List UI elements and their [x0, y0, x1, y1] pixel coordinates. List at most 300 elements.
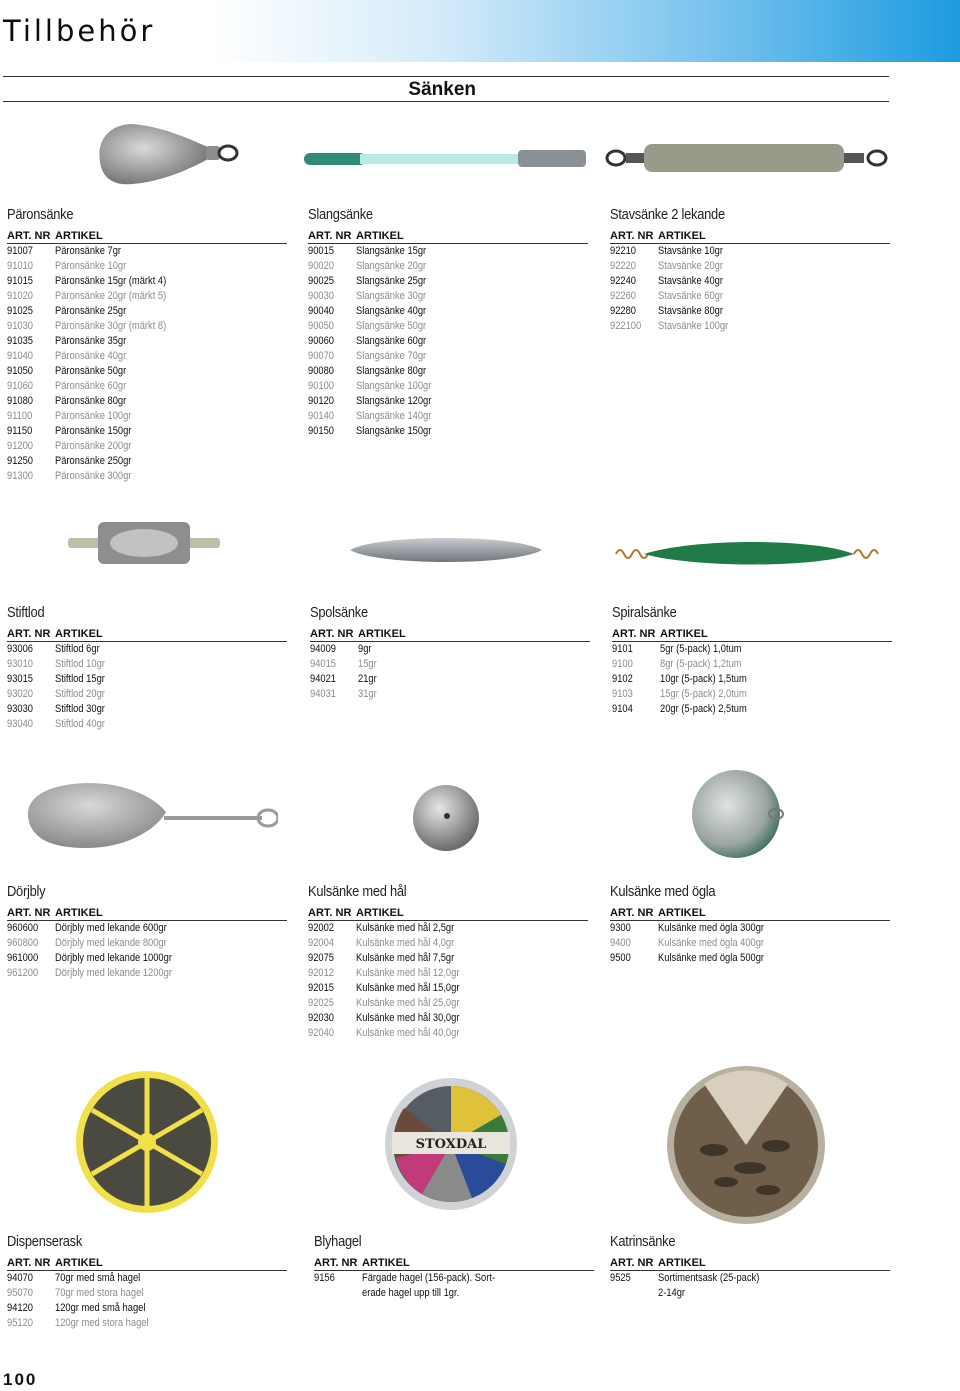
artikel-text: Päronsänke 60gr: [55, 380, 127, 392]
table-row: [7, 936, 287, 951]
artikel-text: 20gr (5-pack) 2,5tum: [660, 703, 747, 715]
table-row: [308, 424, 588, 439]
artikel-cell: [55, 334, 287, 349]
art-nr-text: 9300: [610, 922, 631, 934]
art-nr-cell: [610, 259, 658, 274]
product-blyhagel: [314, 1233, 594, 1302]
artikel-cell: [356, 981, 588, 996]
artikel-text: Päronsänke 100gr: [55, 410, 132, 422]
table-row: [7, 1271, 287, 1286]
artikel-text: Slangsänke 80gr: [356, 365, 427, 377]
artikel-cell: [356, 364, 588, 379]
product-name: Blyhagel: [314, 1233, 362, 1250]
table-row: [308, 996, 588, 1011]
art-nr-cell: [308, 1026, 356, 1041]
art-nr-cell: [7, 1301, 55, 1316]
product-dispenserask: [7, 1233, 287, 1331]
ball-sinker-loop-image: [688, 766, 784, 860]
table-row: [612, 687, 892, 702]
table-row: [7, 687, 287, 702]
art-nr-text: 9104: [612, 703, 633, 715]
art-nr-text: 960600: [7, 922, 39, 934]
table-row: [7, 334, 287, 349]
table-header: [308, 906, 588, 921]
product-name: Spolsänke: [310, 604, 368, 621]
col-art-nr: ART. NR: [308, 230, 352, 242]
product-name: Spiralsänke: [612, 604, 677, 621]
pin-sinker-image: [68, 518, 220, 568]
art-nr-cell: [7, 274, 55, 289]
artikel-text: 70gr med små hagel: [55, 1272, 141, 1284]
art-nr-cell: [7, 244, 55, 259]
artikel-cell: [55, 304, 287, 319]
artikel-text: Päronsänke 40gr: [55, 350, 127, 362]
table-row: [308, 289, 588, 304]
art-nr-cell: [308, 921, 356, 936]
artikel-cell: [658, 936, 890, 951]
artikel-cell: [660, 657, 892, 672]
art-nr-text: 90020: [308, 260, 335, 272]
artikel-text: Stavsänke 100gr: [658, 320, 729, 332]
table-header: [308, 229, 588, 244]
artikel-cell: [362, 1271, 594, 1286]
art-nr-text: 92075: [308, 952, 335, 964]
artikel-cell: [55, 657, 287, 672]
artikel-text: Stiftlod 15gr: [55, 673, 105, 685]
table-row: [310, 657, 590, 672]
tube-sinker-image: [304, 143, 588, 173]
art-nr-cell: [7, 424, 55, 439]
table-row: [7, 379, 287, 394]
artikel-cell: [55, 349, 287, 364]
art-nr-text: 91100: [7, 410, 33, 422]
art-nr-text: 91050: [7, 365, 34, 377]
product-slangsanke: [308, 206, 588, 439]
art-nr-text: 90030: [308, 290, 335, 302]
artikel-cell: [658, 1286, 890, 1302]
col-artikel: ARTIKEL: [358, 628, 406, 640]
art-nr-cell: [610, 319, 658, 334]
col-art-nr: ART. NR: [610, 230, 654, 242]
artikel-text: Kulsänke med hål 40,0gr: [356, 1027, 460, 1039]
artikel-text: Slangsänke 140gr: [356, 410, 432, 422]
artikel-cell: [658, 319, 890, 334]
art-nr-cell: [610, 921, 658, 936]
art-nr-text: 9525: [610, 1272, 631, 1284]
art-nr-text: 92012: [308, 967, 335, 979]
art-nr-text: 90040: [308, 305, 335, 317]
col-art-nr: ART. NR: [308, 907, 352, 919]
table-row: [308, 349, 588, 364]
art-nr-cell: [7, 1316, 55, 1331]
table-row: [7, 454, 287, 469]
table-header: [610, 906, 890, 921]
artikel-text: Kulsänke med hål 4,0gr: [356, 937, 455, 949]
artikel-cell: [356, 259, 588, 274]
artikel-cell: [660, 687, 892, 702]
artikel-text: 70gr med stora hagel: [55, 1287, 144, 1299]
artikel-text: Stiftlod 20gr: [55, 688, 105, 700]
art-nr-cell: [7, 1271, 55, 1286]
artikel-text: Slangsänke 40gr: [356, 305, 427, 317]
art-nr-cell: [308, 259, 356, 274]
product-spiralsanke: [612, 604, 892, 717]
artikel-text: 15gr: [358, 658, 377, 670]
art-nr-text: 93020: [7, 688, 34, 700]
art-nr-cell: [308, 379, 356, 394]
table-row: [7, 702, 287, 717]
art-nr-cell: [310, 687, 358, 702]
artikel-cell: [55, 379, 287, 394]
table-row: [7, 921, 287, 936]
artikel-text: Päronsänke 300gr: [55, 470, 132, 482]
artikel-text: Dörjbly med lekande 1000gr: [55, 952, 172, 964]
table-row: [7, 394, 287, 409]
art-nr-cell: [610, 274, 658, 289]
artikel-text: erade hagel upp till 1gr.: [362, 1287, 460, 1299]
table-row: [310, 687, 590, 702]
art-nr-cell: [610, 936, 658, 951]
table-header: [7, 229, 287, 244]
art-nr-text: 92030: [308, 1012, 335, 1024]
product-spolsanke: [310, 604, 590, 702]
art-nr-text: 90100: [308, 380, 335, 392]
artikel-cell: [658, 921, 890, 936]
table-row: [610, 1286, 890, 1302]
art-nr-text: 91030: [7, 320, 34, 332]
product-dorjbly: [7, 883, 287, 981]
assortment-box-image: [664, 1064, 828, 1226]
artikel-text: 15gr (5-pack) 2,0tum: [660, 688, 747, 700]
artikel-text: Päronsänke 30gr (märkt 8): [55, 320, 167, 332]
art-nr-cell: [308, 349, 356, 364]
col-artikel: ARTIKEL: [55, 628, 103, 640]
art-nr-text: 91200: [7, 440, 34, 452]
art-nr-cell: [610, 1271, 658, 1286]
artikel-cell: [356, 921, 588, 936]
artikel-text: Päronsänke 35gr: [55, 335, 127, 347]
art-nr-cell: [7, 379, 55, 394]
artikel-text: Stiftlod 6gr: [55, 643, 100, 655]
table-row: [7, 657, 287, 672]
artikel-cell: [55, 921, 287, 936]
page-title: Tillbehör: [3, 14, 156, 48]
art-nr-cell: [7, 319, 55, 334]
artikel-text: Slangsänke 100gr: [356, 380, 432, 392]
art-nr-cell: [7, 469, 55, 484]
art-nr-cell: [7, 936, 55, 951]
art-nr-text: 93030: [7, 703, 34, 715]
table-row: [308, 304, 588, 319]
artikel-text: Kulsänke med ögla 500gr: [658, 952, 765, 964]
art-nr-cell: [314, 1271, 362, 1286]
art-nr-cell: [7, 454, 55, 469]
artikel-cell: [658, 259, 890, 274]
table-row: [308, 1011, 588, 1026]
col-artikel: ARTIKEL: [55, 1257, 103, 1269]
col-art-nr: ART. NR: [7, 230, 51, 242]
artikel-cell: [358, 642, 590, 657]
product-stavsanke: [610, 206, 890, 334]
table-row: [314, 1271, 594, 1286]
table-row: [610, 319, 890, 334]
table-row: [308, 921, 588, 936]
artikel-text: Dörjbly med lekande 800gr: [55, 937, 167, 949]
artikel-cell: [55, 672, 287, 687]
art-nr-cell: [7, 1286, 55, 1301]
artikel-cell: [358, 672, 590, 687]
artikel-cell: [658, 274, 890, 289]
art-nr-text: 93015: [7, 673, 34, 685]
art-nr-text: 90140: [308, 410, 335, 422]
artikel-text: Kulsänke med hål 7,5gr: [356, 952, 455, 964]
ball-sinker-hole-image: [410, 784, 482, 852]
art-nr-cell: [308, 334, 356, 349]
artikel-text: Kulsänke med hål 15,0gr: [356, 982, 460, 994]
col-artikel: ARTIKEL: [658, 907, 706, 919]
art-nr-cell: [7, 702, 55, 717]
art-nr-cell: [308, 996, 356, 1011]
artikel-text: Päronsänke 50gr: [55, 365, 127, 377]
artikel-cell: [358, 657, 590, 672]
artikel-cell: [356, 319, 588, 334]
section-title: Sänken: [408, 79, 476, 100]
section-rule-top: [3, 76, 889, 77]
art-nr-text: 961200: [7, 967, 39, 979]
art-nr-cell: [308, 304, 356, 319]
artikel-cell: [55, 687, 287, 702]
artikel-cell: [356, 304, 588, 319]
artikel-text: Päronsänke 20gr (märkt 5): [55, 290, 167, 302]
artikel-cell: [55, 966, 287, 981]
table-row: [308, 379, 588, 394]
artikel-cell: [658, 951, 890, 966]
product-katrinsanke: [610, 1233, 890, 1302]
art-nr-cell: [610, 304, 658, 319]
artikel-text: 2-14gr: [658, 1287, 686, 1299]
art-nr-text: 9100: [612, 658, 633, 670]
art-nr-text: 92240: [610, 275, 637, 287]
artikel-text: Kulsänke med hål 12,0gr: [356, 967, 460, 979]
artikel-text: Kulsänke med ögla 400gr: [658, 937, 765, 949]
art-nr-text: 91080: [7, 395, 34, 407]
artikel-text: Stavsänke 10gr: [658, 245, 723, 257]
table-row: [308, 334, 588, 349]
artikel-cell: [356, 424, 588, 439]
col-art-nr: ART. NR: [7, 907, 51, 919]
art-nr-text: 90025: [308, 275, 335, 287]
artikel-text: 120gr med stora hagel: [55, 1317, 149, 1329]
art-nr-cell: [314, 1286, 362, 1302]
table-row: [7, 966, 287, 981]
art-nr-text: 90060: [308, 335, 335, 347]
artikel-text: Kulsänke med ögla 300gr: [658, 922, 765, 934]
artikel-text: Kulsänke med hål 30,0gr: [356, 1012, 460, 1024]
art-nr-text: 92025: [308, 997, 335, 1009]
table-row: [308, 951, 588, 966]
table-row: [7, 672, 287, 687]
artikel-text: Färgade hagel (156-pack). Sort-: [362, 1272, 496, 1284]
art-nr-text: 91035: [7, 335, 34, 347]
art-nr-cell: [610, 244, 658, 259]
product-stiftlod: [7, 604, 287, 732]
artikel-text: Dörjbly med lekande 600gr: [55, 922, 167, 934]
art-nr-text: 95070: [7, 1287, 34, 1299]
table-row: [610, 921, 890, 936]
art-nr-text: 91040: [7, 350, 34, 362]
art-nr-cell: [308, 364, 356, 379]
artikel-cell: [55, 1301, 287, 1316]
artikel-text: Stiftlod 30gr: [55, 703, 105, 715]
artikel-text: Päronsänke 15gr (märkt 4): [55, 275, 167, 287]
artikel-cell: [660, 672, 892, 687]
table-header: [7, 1256, 287, 1271]
artikel-text: Sortimentsask (25-pack): [658, 1272, 760, 1284]
artikel-text: Slangsänke 15gr: [356, 245, 427, 257]
artikel-text: Päronsänke 200gr: [55, 440, 132, 452]
product-name: Stavsänke 2 lekande: [610, 206, 725, 223]
product-name: Päronsänke: [7, 206, 74, 223]
art-nr-text: 91150: [7, 425, 33, 437]
art-nr-text: 92040: [308, 1027, 335, 1039]
table-row: [610, 936, 890, 951]
table-row: [7, 274, 287, 289]
artikel-cell: [362, 1286, 594, 1302]
artikel-text: Stavsänke 60gr: [658, 290, 723, 302]
artikel-text: Dörjbly med lekande 1200gr: [55, 967, 172, 979]
artikel-cell: [658, 1271, 890, 1286]
table-row: [7, 642, 287, 657]
art-nr-cell: [310, 642, 358, 657]
artikel-text: Kulsänke med hål 25,0gr: [356, 997, 460, 1009]
art-nr-cell: [308, 1011, 356, 1026]
art-nr-cell: [7, 687, 55, 702]
art-nr-cell: [7, 921, 55, 936]
artikel-cell: [356, 289, 588, 304]
col-artikel: ARTIKEL: [55, 907, 103, 919]
artikel-cell: [356, 379, 588, 394]
table-row: [7, 951, 287, 966]
pear-sinker-image: [92, 118, 244, 192]
artikel-text: 10gr (5-pack) 1,5tum: [660, 673, 747, 685]
col-artikel: ARTIKEL: [658, 1257, 706, 1269]
table-header: [310, 627, 590, 642]
stick-sinker-image: [604, 138, 890, 178]
art-nr-text: 9101: [612, 643, 633, 655]
art-nr-cell: [308, 244, 356, 259]
table-row: [612, 642, 892, 657]
art-nr-text: 94009: [310, 643, 337, 655]
art-nr-text: 9400: [610, 937, 631, 949]
art-nr-text: 93006: [7, 643, 34, 655]
table-row: [610, 1271, 890, 1286]
table-row: [7, 439, 287, 454]
art-nr-cell: [7, 364, 55, 379]
art-nr-text: 91250: [7, 455, 34, 467]
art-nr-text: 94070: [7, 1272, 34, 1284]
artikel-cell: [660, 642, 892, 657]
art-nr-text: 91010: [7, 260, 34, 272]
col-art-nr: ART. NR: [612, 628, 656, 640]
table-row: [610, 289, 890, 304]
art-nr-cell: [612, 702, 660, 717]
table-row: [310, 672, 590, 687]
artikel-cell: [55, 274, 287, 289]
artikel-cell: [55, 1286, 287, 1301]
artikel-text: 31gr: [358, 688, 377, 700]
art-nr-text: 94120: [7, 1302, 34, 1314]
art-nr-cell: [7, 717, 55, 732]
art-nr-text: 92220: [610, 260, 637, 272]
art-nr-cell: [308, 966, 356, 981]
art-nr-cell: [7, 259, 55, 274]
art-nr-text: 92210: [610, 245, 637, 257]
art-nr-text: 90015: [308, 245, 335, 257]
table-row: [612, 657, 892, 672]
artikel-text: Päronsänke 80gr: [55, 395, 127, 407]
colored-shot-box-image: [382, 1068, 520, 1216]
artikel-text: 120gr med små hagel: [55, 1302, 146, 1314]
product-kulsanke-hal: [308, 883, 588, 1041]
table-row: [610, 951, 890, 966]
table-header: [610, 229, 890, 244]
product-name: Stiftlod: [7, 604, 45, 621]
art-nr-text: 92015: [308, 982, 335, 994]
art-nr-cell: [612, 672, 660, 687]
table-row: [610, 244, 890, 259]
artikel-text: Päronsänke 250gr: [55, 455, 132, 467]
product-name: Katrinsänke: [610, 1233, 676, 1250]
artikel-text: 21gr: [358, 673, 377, 685]
art-nr-text: 961000: [7, 952, 39, 964]
table-row: [7, 364, 287, 379]
art-nr-text: 95120: [7, 1317, 34, 1329]
art-nr-cell: [612, 657, 660, 672]
art-nr-cell: [610, 289, 658, 304]
art-nr-cell: [308, 936, 356, 951]
art-nr-text: 92002: [308, 922, 335, 934]
table-header: [314, 1256, 594, 1271]
art-nr-cell: [308, 409, 356, 424]
art-nr-text: 91015: [7, 275, 34, 287]
art-nr-cell: [308, 289, 356, 304]
artikel-cell: [55, 409, 287, 424]
artikel-cell: [356, 274, 588, 289]
table-row: [612, 672, 892, 687]
artikel-cell: [356, 244, 588, 259]
artikel-text: Päronsänke 7gr: [55, 245, 122, 257]
spool-sinker-image: [348, 532, 544, 568]
artikel-cell: [55, 364, 287, 379]
col-art-nr: ART. NR: [310, 628, 354, 640]
art-nr-cell: [310, 672, 358, 687]
artikel-cell: [55, 244, 287, 259]
table-row: [610, 304, 890, 319]
table-row: [308, 274, 588, 289]
table-row: [7, 409, 287, 424]
artikel-cell: [356, 1011, 588, 1026]
product-kulsanke-ogla: [610, 883, 890, 966]
artikel-cell: [55, 469, 287, 484]
table-header: [7, 627, 287, 642]
table-row: [7, 1286, 287, 1301]
artikel-text: Stavsänke 40gr: [658, 275, 723, 287]
artikel-cell: [55, 936, 287, 951]
art-nr-text: 90070: [308, 350, 335, 362]
table-row: [7, 244, 287, 259]
table-row: [7, 1316, 287, 1331]
table-header: [7, 906, 287, 921]
